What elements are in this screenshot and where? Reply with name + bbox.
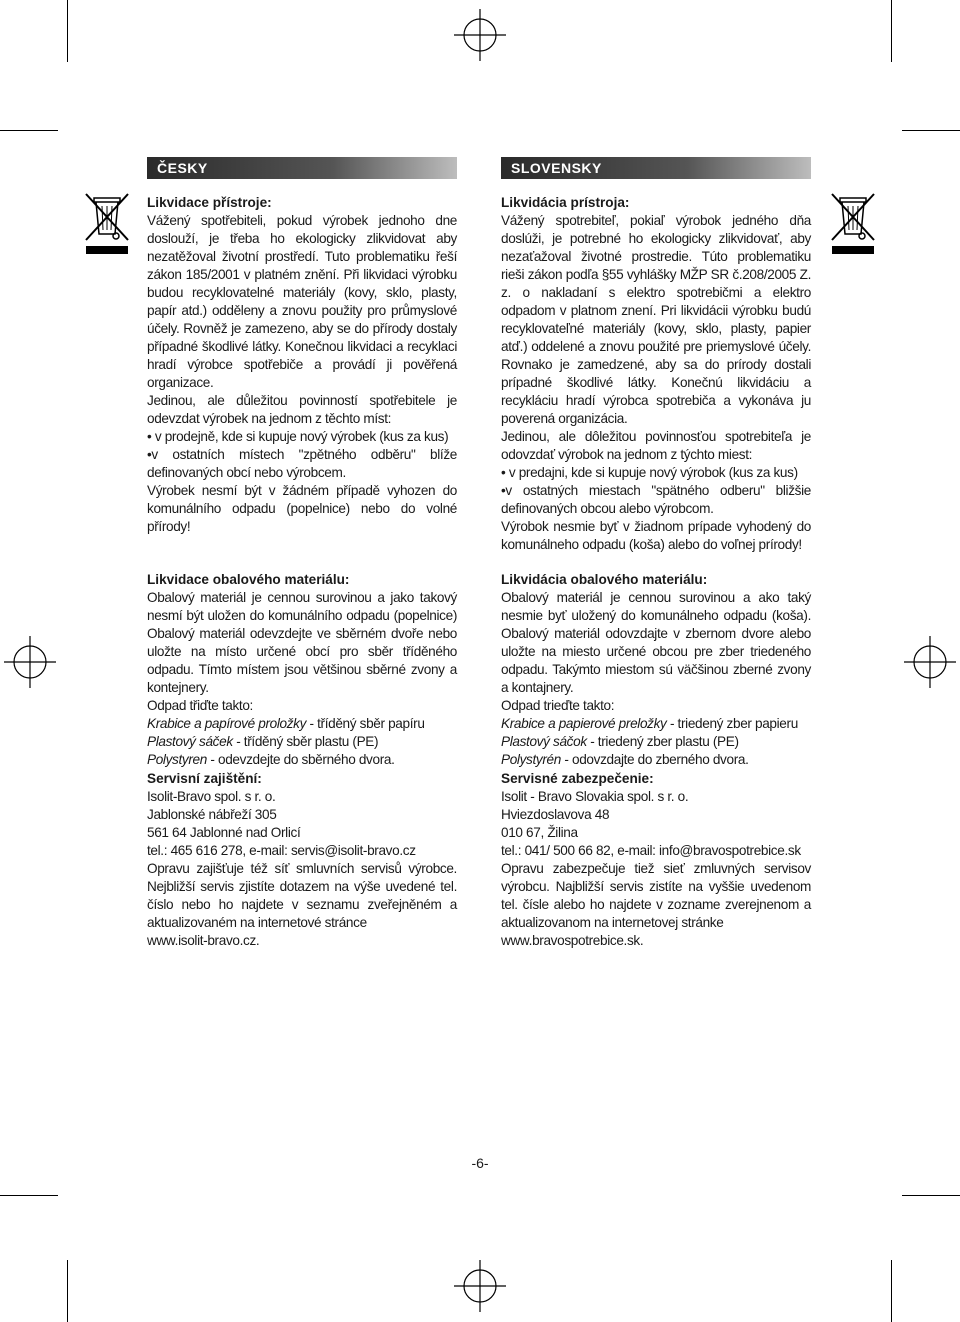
paragraph: Obalový materiál je cennou surovinou a ako taký nesmie byť uložený do komunálneho odpadu (koša). Obalový materiál odovzdajte v zbernom dvore alebo uložte na miesto určené obcou pre zber triedeného odpadu. Takýmto miestom sú väčšinou zberné zvony a kontajnery. — [501, 590, 811, 695]
contact-line: tel.: 041/ 500 66 82, e-mail: info@bravospotrebice.sk — [501, 843, 801, 858]
crossed-out-wheelie-bin-icon — [80, 190, 134, 256]
sorting-item — [147, 733, 457, 751]
paragraph: Odpad trieďte takto: — [501, 698, 615, 713]
sorting-item — [147, 715, 457, 733]
address-line: 010 67, Žilina — [501, 825, 578, 840]
section-title: Likvidácia prístroja: — [501, 195, 630, 210]
section-header-czech: ČESKY — [147, 157, 457, 179]
crop-mark — [67, 1260, 68, 1322]
bullet-item: •v ostatních místech "zpětného odběru" blíže definovaných obcí nebo výrobcem. — [147, 447, 457, 480]
crossed-out-wheelie-bin-icon — [826, 190, 880, 256]
section-title: Servisní zajištění: — [147, 771, 262, 786]
address-line: Hviezdoslavova 48 — [501, 807, 610, 822]
bullet-item: • v prodejně, kde si kupuje nový výrobek (kus za kus) — [147, 429, 449, 444]
address-line: Isolit-Bravo spol. s r. o. — [147, 789, 276, 804]
sorting-item-text: - tříděný sběr papíru — [306, 716, 425, 731]
disposal-section — [147, 194, 457, 536]
disposal-section — [501, 194, 811, 554]
sorting-item-name: Krabice a papírové proložky — [147, 716, 307, 731]
crop-mark — [0, 1195, 58, 1196]
section-header-slovak: SLOVENSKY — [501, 157, 811, 179]
paragraph: Vážený spotrebiteľ, pokiaľ výrobok jedného dňa doslúži, je potrebné ho ekologicky zlikvidovať, aby nezaťažoval životné prostredie. Túto problematiku rieši zákon podľa §55 vyhlášky MŽP SR č.208/2005 Z. z. o nakladaní s elektro spotrebičmi a elektro odpadom v platnom znení. Pri likvidácii výrobku budú recyklovateľné materiály (kovy, sklo, plasty, papier atď.) oddelené a znovu použité pre priemyslové účely. Rovnako je zamedzené, aby sa do prírody dostali prípadné škodlivé látky. Konečnú likvidáciu a recykláciu hradí výrobca spotrebiča a vykonáva ju poverená organizácia. — [501, 213, 811, 426]
website-link[interactable]: www.bravospotrebice.sk. — [501, 933, 644, 948]
sorting-item-name: Plastový sáčok — [501, 734, 587, 749]
section-title: Likvidácia obalového materiálu: — [501, 572, 708, 587]
bullet-item: • v predajni, kde si kupuje nový výrobok (kus za kus) — [501, 465, 798, 480]
sorting-item-name: Polystyrén — [501, 752, 561, 767]
service-section — [147, 770, 457, 950]
registration-mark-icon — [4, 636, 56, 688]
paragraph: Výrobek nesmí být v žádném případě vyhozen do komunálního odpadu (popelnice) nebo do volné přírody! — [147, 483, 457, 534]
address-line: 561 64 Jablonné nad Orlicí — [147, 825, 301, 840]
registration-mark-icon — [904, 636, 956, 688]
bullet-item: •v ostatných miestach "spätného odberu" bližšie definovaných obcou alebo výrobcom. — [501, 483, 811, 516]
sorting-item-text: - triedený zber plastu (PE) — [586, 734, 739, 749]
registration-mark-icon — [454, 1260, 506, 1312]
crop-mark — [902, 130, 960, 131]
sorting-item — [501, 751, 811, 769]
address-line: Isolit - Bravo Slovakia spol. s r. o. — [501, 789, 689, 804]
website-link[interactable]: www.isolit-bravo.cz. — [147, 933, 260, 948]
crop-mark — [891, 0, 892, 62]
service-section — [501, 770, 811, 950]
page-number: -6- — [471, 1155, 489, 1171]
paragraph: Odpad třiďte takto: — [147, 698, 253, 713]
sorting-item-name: Plastový sáček — [147, 734, 233, 749]
sorting-item — [501, 715, 811, 733]
sorting-item-text: - tříděný sběr plastu (PE) — [232, 734, 379, 749]
sorting-item-name: Polystyren — [147, 752, 207, 767]
czech-column — [147, 0, 457, 1322]
sorting-item-text: - odevzdejte do sběrného dvora. — [206, 752, 395, 767]
sorting-item — [501, 733, 811, 751]
section-title: Likvidace obalového materiálu: — [147, 572, 350, 587]
paragraph: Jedinou, ale důležitou povinností spotřebitele je odevzdat výrobek na jednom z těchto míst: — [147, 393, 457, 426]
sorting-item-text: - odovzdajte do zberného dvora. — [560, 752, 749, 767]
paragraph: Jedinou, ale dôležitou povinnosťou spotrebiteľa je odovzdať výrobok na jednom z týchto miest: — [501, 429, 811, 462]
section-title: Likvidace přístroje: — [147, 195, 272, 210]
sorting-item-text: - triedený zber papieru — [666, 716, 798, 731]
registration-mark-icon — [454, 9, 506, 61]
section-title: Servisné zabezpečenie: — [501, 771, 654, 786]
sorting-item — [147, 751, 457, 769]
packaging-section — [147, 571, 457, 769]
address-line: Jablonské nábřeží 305 — [147, 807, 277, 822]
paragraph: Vážený spotřebiteli, pokud výrobek jednoho dne doslouží, je třeba ho ekologicky zlikvidovat aby nezatěžoval životní prostředí. Tuto problematiku řeší zákon 185/2001 v platném znění. Při likvidaci výrobku budou recyklovatelné materiály (kovy, sklo, plasty, papír atd.) odděleny a znovu použity pro průmyslové účely. Rovněž je zamezeno, aby se do přírody dostaly případné škodlivé látky. Konečnou likvidaci a recyklaci hradí výrobce spotřebiče a provádí ji pověřená organizace. — [147, 213, 457, 390]
paragraph: Výrobok nesmie byť v žiadnom prípade vyhodený do komunálneho odpadu (koša) alebo do voľnej prírody! — [501, 519, 811, 552]
paragraph: Opravu zajišťuje též síť smluvních servisů výrobce. Nejbližší servis zjistíte dotazem na výše uvedené tel. číslo nebo ho najdete v seznamu zveřejněném a aktualizovaném na internetové stránce — [147, 861, 457, 930]
crop-mark — [67, 0, 68, 62]
crop-mark — [0, 130, 58, 131]
packaging-section — [501, 571, 811, 769]
contact-line: tel.: 465 616 278, e-mail: servis@isolit-bravo.cz — [147, 843, 416, 858]
crop-mark — [902, 1195, 960, 1196]
paragraph: Opravu zabezpečuje tiež sieť zmluvných servisov výrobcu. Najbližší servis zistíte na vyššie uvedenom tel. čísle alebo ho najdete v zozname zverejnenom a aktualizovanom na internetovej stránke — [501, 861, 811, 930]
paragraph: Obalový materiál je cennou surovinou a jako takový nesmí být uložen do komunálního odpadu (popelnice) Obalový materiál odevzdejte ve sběrném dvoře nebo uložte na místo určené obcí pro sběr tříděného odpadu. Tímto místem jsou většinou sběrné zvony a kontejnery. — [147, 590, 457, 695]
slovak-column — [501, 0, 811, 1322]
crop-mark — [891, 1260, 892, 1322]
sorting-item-name: Krabice a papierové preložky — [501, 716, 667, 731]
